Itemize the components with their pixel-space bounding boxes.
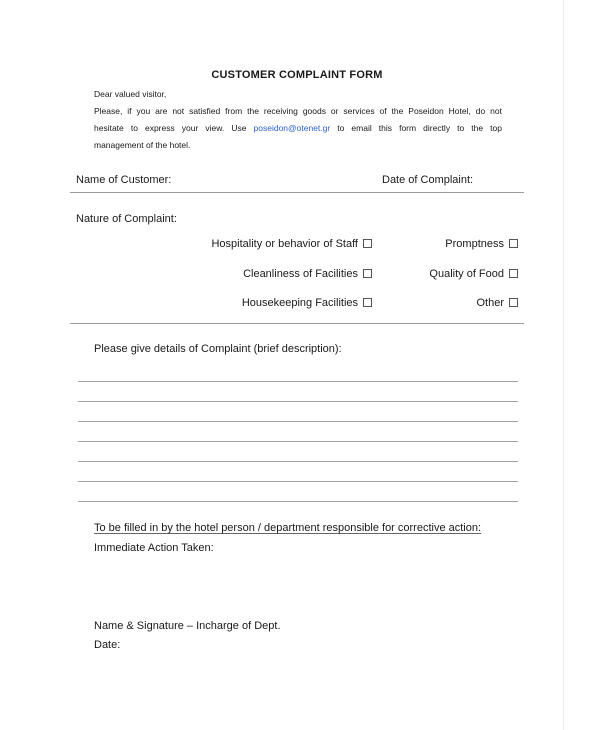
- form-title: CUSTOMER COMPLAINT FORM: [211, 69, 383, 81]
- cleanliness-checkbox[interactable]: [363, 269, 372, 278]
- other-checkbox[interactable]: [509, 298, 518, 307]
- option-quality-food: [429, 268, 518, 280]
- option-housekeeping: [242, 297, 372, 309]
- details-line-6[interactable]: [78, 481, 518, 482]
- housekeeping-checkbox[interactable]: [363, 298, 372, 307]
- quality-food-checkbox[interactable]: [509, 269, 518, 278]
- intro-line-2-pre: hesitate to express your view. Use: [94, 123, 247, 133]
- hospitality-checkbox[interactable]: [363, 239, 372, 248]
- intro-line-2-post: to email this form directly to the top: [337, 123, 502, 133]
- intro-line-2: [94, 120, 502, 137]
- promptness-checkbox[interactable]: [509, 239, 518, 248]
- complaint-date-label: Date of Complaint:: [382, 174, 474, 186]
- customer-name-label: Name of Customer:: [76, 174, 172, 186]
- section-divider: [70, 323, 524, 324]
- intro-line-3: management of the hotel.: [94, 140, 191, 150]
- date-label: Date:: [94, 639, 121, 651]
- option-hospitality-label: Hospitality or behavior of Staff: [211, 238, 358, 250]
- name-date-underline[interactable]: [70, 192, 524, 193]
- signature-label: Name & Signature – Incharge of Dept.: [94, 620, 281, 632]
- details-line-4[interactable]: [78, 441, 518, 442]
- option-cleanliness: [243, 268, 372, 280]
- option-hospitality: [211, 238, 372, 250]
- details-line-1[interactable]: [78, 381, 518, 382]
- greeting: Dear valued visitor,: [94, 89, 167, 99]
- option-promptness-label: Promptness: [445, 238, 504, 250]
- option-other: [476, 297, 518, 309]
- intro-text: [94, 86, 502, 154]
- intro-line-1: Please, if you are not satisfied from the receiving goods or services of the Poseidon Hotel, do not: [94, 106, 502, 116]
- email-link[interactable]: poseidon@otenet.gr: [253, 123, 331, 133]
- nature-label: Nature of Complaint:: [76, 213, 177, 225]
- details-line-3[interactable]: [78, 421, 518, 422]
- option-promptness: [445, 238, 518, 250]
- option-housekeeping-label: Housekeeping Facilities: [241, 297, 358, 309]
- action-taken-label: Immediate Action Taken:: [94, 542, 214, 554]
- option-other-label: Other: [476, 297, 504, 309]
- details-line-7[interactable]: [78, 501, 518, 502]
- page-edge: [563, 0, 564, 730]
- details-line-2[interactable]: [78, 401, 518, 402]
- details-line-5[interactable]: [78, 461, 518, 462]
- option-quality-food-label: Quality of Food: [429, 268, 504, 280]
- details-label: Please give details of Complaint (brief description):: [94, 343, 342, 355]
- option-cleanliness-label: Cleanliness of Facilities: [243, 268, 358, 280]
- hotel-section-heading: To be filled in by the hotel person / department responsible for corrective action:: [94, 522, 482, 534]
